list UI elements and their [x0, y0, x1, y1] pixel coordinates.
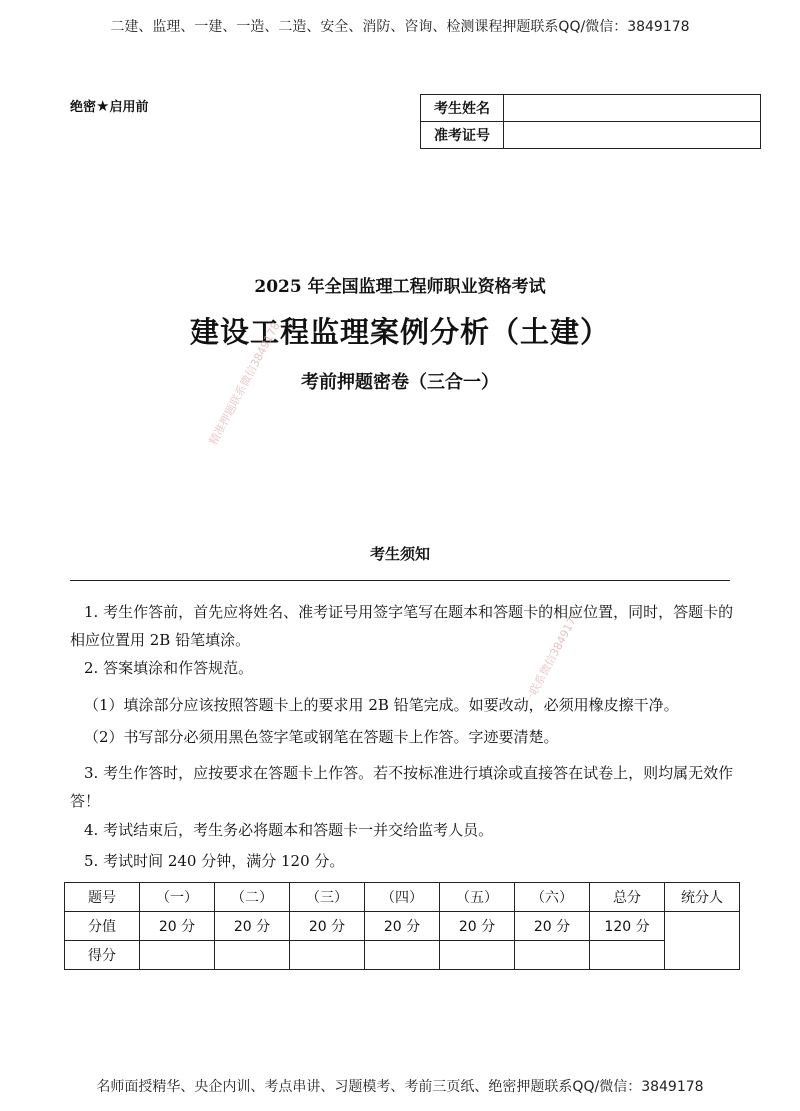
table-cell: 20 分: [140, 912, 215, 941]
table-header-cell: （三）: [290, 883, 365, 912]
score-cell[interactable]: [215, 941, 290, 970]
footer-advertisement: 名师面授精华、央企内训、考点串讲、习题模考、考前三页纸、绝密押题联系QQ/微信：3849178: [96, 1079, 704, 1095]
page-subtitle: 考前押题密卷（三合一）: [301, 372, 499, 393]
watermark: 精准押题联系微信3849178: [206, 319, 283, 448]
table-row: [65, 941, 740, 970]
grader-cell[interactable]: [665, 912, 740, 970]
table-header-cell: 总分: [590, 883, 665, 912]
confidential-text: 绝密: [70, 100, 97, 115]
header-advertisement: 二建、监理、一建、一造、二造、安全、消防、咨询、检测课程押题联系QQ/微信：3849178: [110, 19, 690, 35]
table-header-cell: （四）: [365, 883, 440, 912]
table-header-cell: 题号: [65, 883, 140, 912]
table-header-cell: （二）: [215, 883, 290, 912]
table-cell: 20 分: [365, 912, 440, 941]
candidate-name-label: 考生姓名: [421, 95, 504, 122]
notice-heading: 考生须知: [369, 545, 430, 563]
table-row: [65, 912, 740, 941]
score-cell[interactable]: [290, 941, 365, 970]
candidate-name-row: [421, 95, 761, 122]
instruction-item: 1. 考生作答前，首先应将姓名、准考证号用签字笔写在题本和答题卡的相应位置，同时，答题卡的相应位置用 2B 铅笔填涂。: [70, 603, 734, 649]
table-cell: 120 分: [590, 912, 665, 941]
instruction-item: （1）填涂部分应该按照答题卡上的要求用 2B 铅笔完成。如要改动，必须用橡皮擦干净。: [84, 696, 679, 714]
table-row: [65, 883, 740, 912]
row-label: 分值: [65, 912, 140, 941]
row-label: 得分: [65, 941, 140, 970]
candidate-name-field[interactable]: [504, 95, 761, 122]
score-cell[interactable]: [365, 941, 440, 970]
instruction-item: 2. 答案填涂和作答规范。: [84, 659, 254, 677]
table-cell: 20 分: [290, 912, 365, 941]
before-use-text: 启用前: [109, 100, 149, 115]
divider: [70, 580, 730, 581]
instruction-item: （2）书写部分必须用黑色签字笔或钢笔在答题卡上作答。字迹要清楚。: [84, 728, 559, 746]
table-header-cell: （五）: [440, 883, 515, 912]
exam-title: 2025 年全国监理工程师职业资格考试: [254, 277, 546, 297]
page-title: 建设工程监理案例分析（土建）: [189, 315, 610, 349]
candidate-id-row: [421, 122, 761, 149]
confidential-label: [70, 96, 148, 115]
instruction-item: 4. 考试结束后，考生务必将题本和答题卡一并交给监考人员。: [84, 821, 494, 839]
score-cell[interactable]: [515, 941, 590, 970]
table-header-cell: （六）: [515, 883, 590, 912]
candidate-id-field[interactable]: [504, 122, 761, 149]
candidate-id-label: 准考证号: [421, 122, 504, 149]
table-header-cell: （一）: [140, 883, 215, 912]
watermark: 一联系微信3849178: [521, 609, 583, 708]
table-header-cell: 统分人: [665, 883, 740, 912]
score-cell[interactable]: [590, 941, 665, 970]
score-table: [64, 882, 740, 970]
star-icon: ★: [96, 97, 110, 115]
table-cell: 20 分: [215, 912, 290, 941]
table-cell: 20 分: [440, 912, 515, 941]
instruction-item: 5. 考试时间 240 分钟，满分 120 分。: [84, 852, 345, 870]
score-cell[interactable]: [140, 941, 215, 970]
table-cell: 20 分: [515, 912, 590, 941]
score-cell[interactable]: [440, 941, 515, 970]
candidate-info-table: [420, 94, 761, 149]
instruction-item: 3. 考生作答时，应按要求在答题卡上作答。若不按标准进行填涂或直接答在试卷上，则均属无效作答！: [70, 764, 734, 810]
